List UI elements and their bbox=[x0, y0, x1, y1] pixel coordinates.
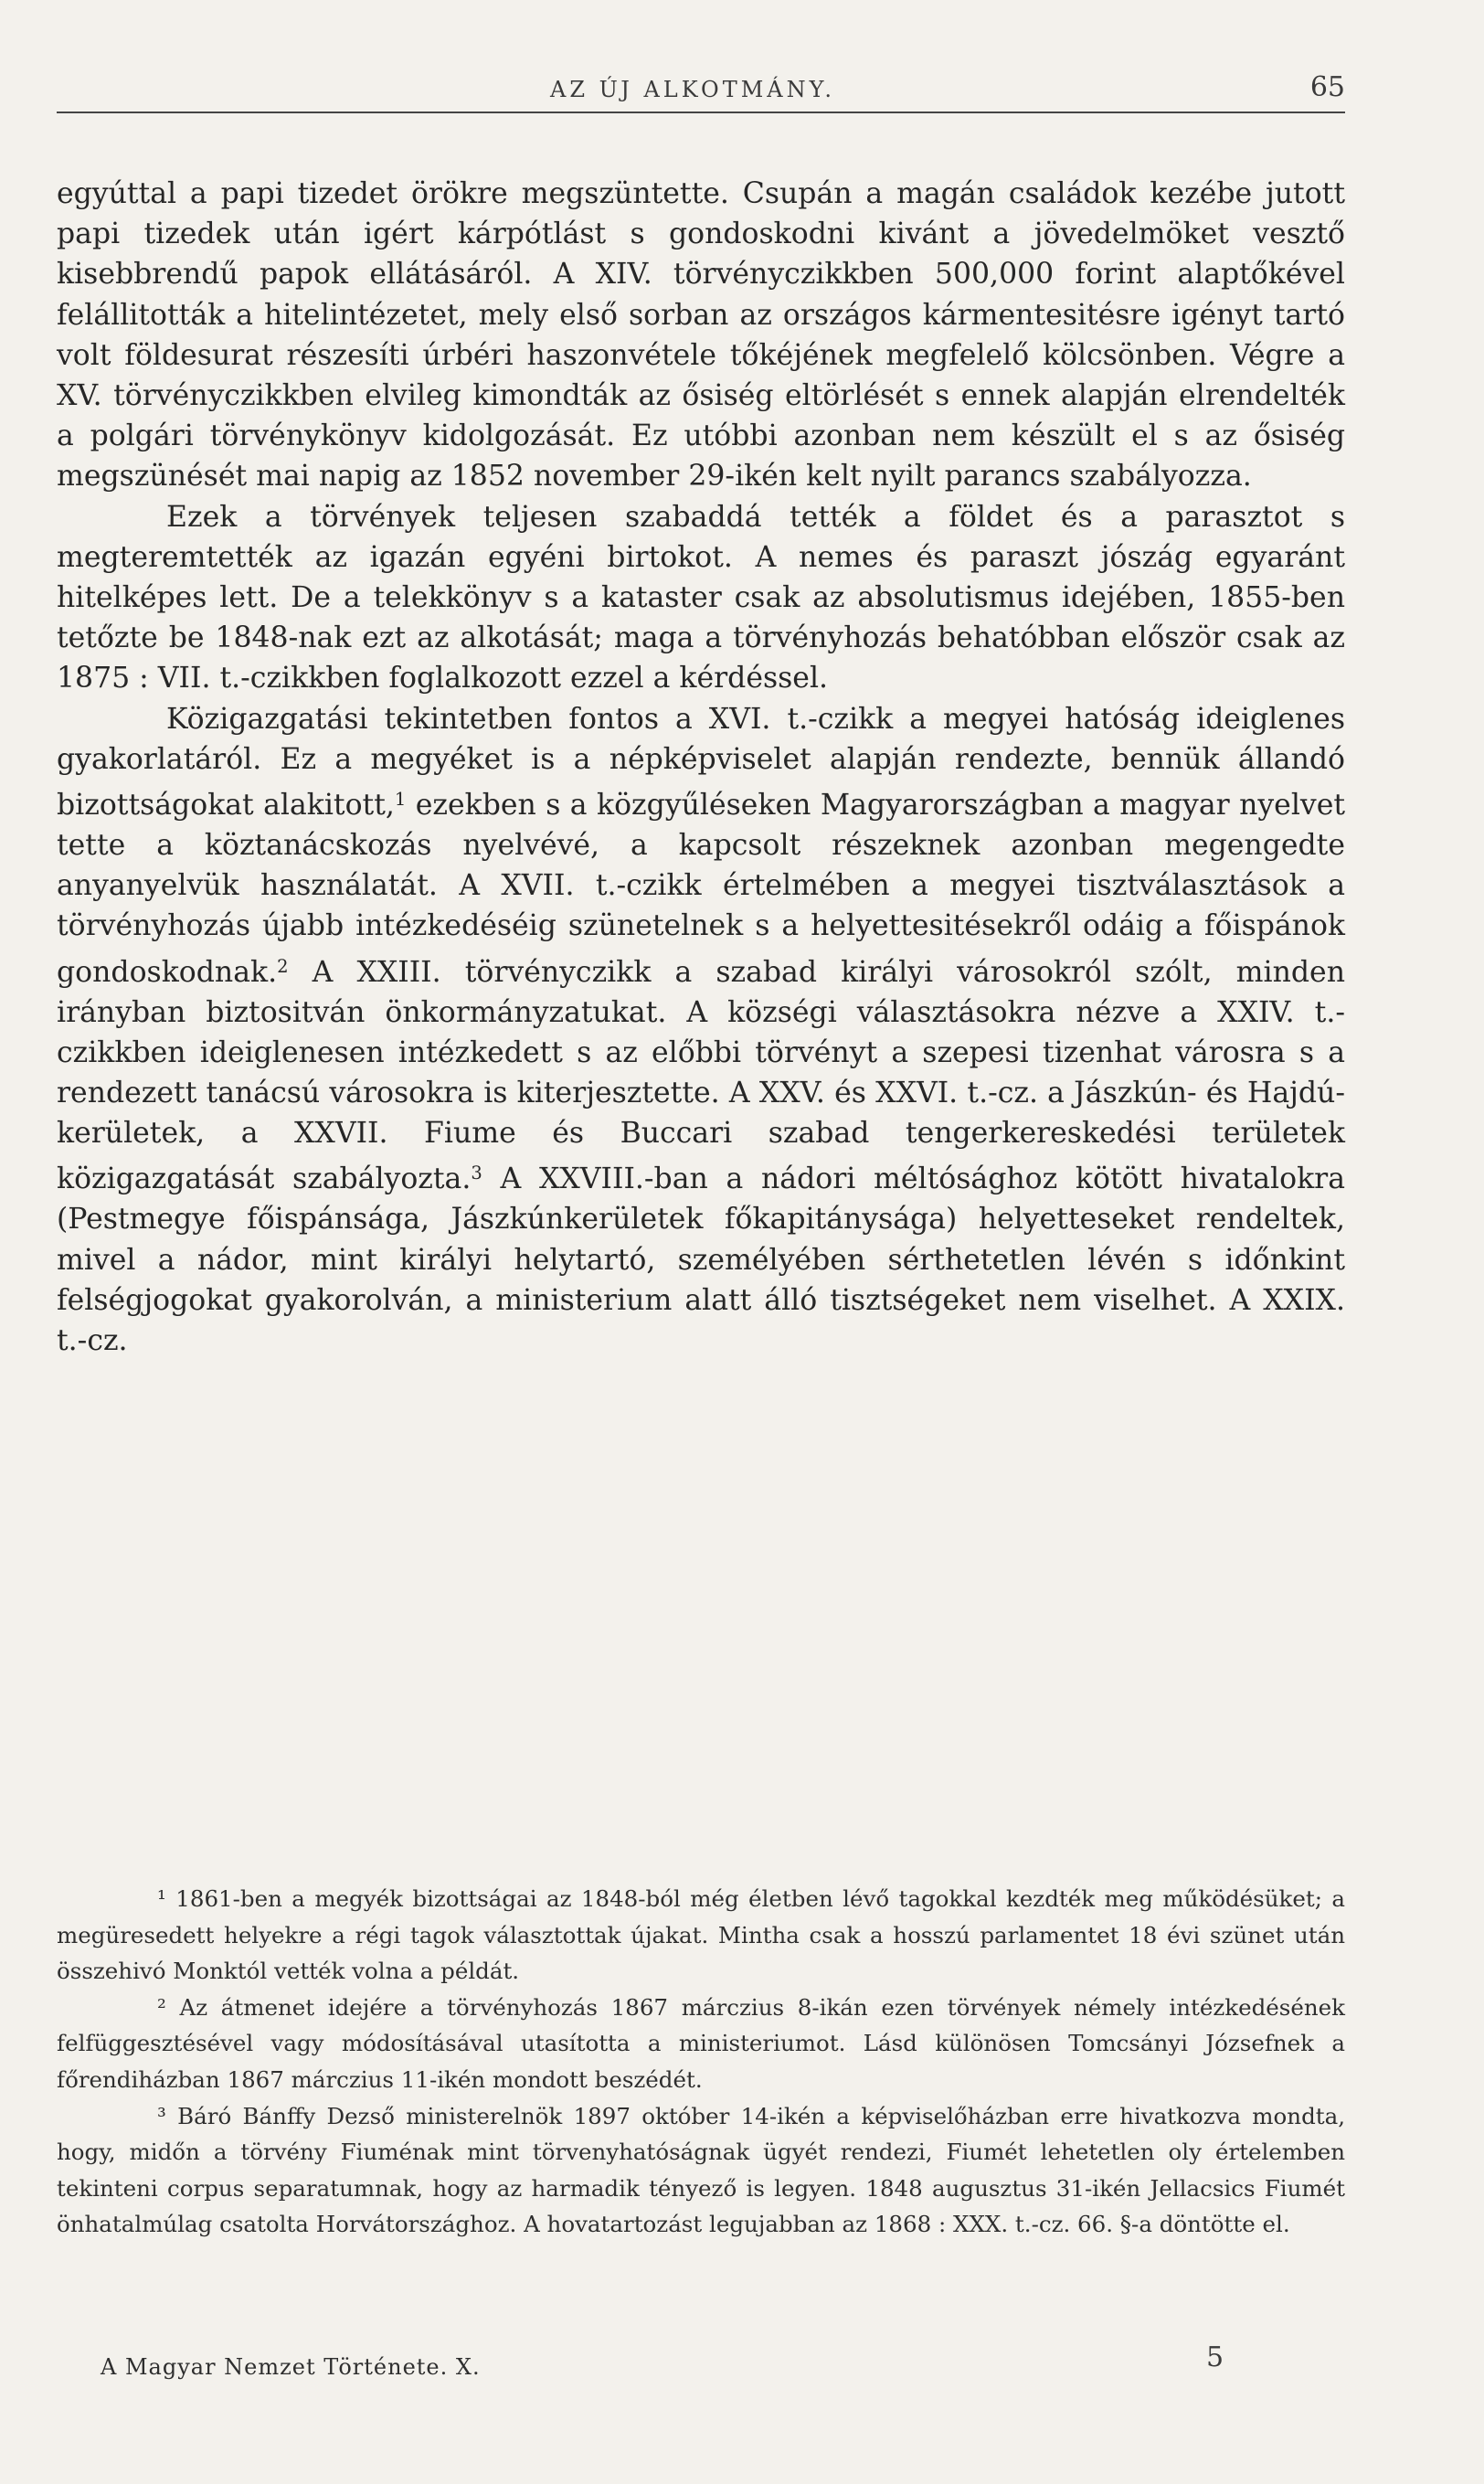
footnote-text: Báró Bánffy Dezső ministerelnök 1897 október 14-ikén a képviselőházban erre hivatkozva mondta, hogy, midőn a törvény Fiuménak mint törvenyhatóságnak ügyét rendezi, Fiumét lehetetlen oly értelemben tekinteni corpus separatumnak, hogy az harmadik tényező is legyen. 1848 augusztus 31-ikén Jellacsics Fiumét önhatalmúlag csatolta Horvátországhoz. A hovatartozást legujabban az 1868 : XXX. t.-cz. 66. §-a döntötte el. bbox=[57, 2102, 1345, 2238]
footnote-mark: ³ bbox=[157, 2102, 166, 2129]
text-run: A XXIII. törvényczikk a szabad királyi városokról szólt, minden irányban biztositván önkormányzatukat. A községi választásokra nézve a XXIV. t.-czikkben ideiglenesen intézkedett s az előbbi törvényt a szepesi tizenhat városra s a rendezett tanácsú városokra is kiterjesztette. A XXV. és XXVI. t.-cz. a Jászkún- és Hajdú-kerületek, a XXVII. Fiume és Buccari szabad tengerkereskedési területek közigazgatását szabályozta. bbox=[57, 955, 1345, 1196]
text-run: A XXVIII.-ban a nádori méltósághoz kötött hivatalokra (Pestmegye főispánsága, Jászkúnkerületek főkapitánysága) helyetteseket rendeltek, mivel a nádor, mint királyi helytartó, személyében sérthetetlen lévén s időnkint felségjogokat gyakorolván, a ministerium alatt álló tisztségeket nem viselhet. A XXIX. t.-cz. bbox=[57, 1162, 1345, 1357]
running-head bbox=[57, 71, 1345, 113]
footnote-mark: ² bbox=[157, 1993, 166, 2021]
page-number: 65 bbox=[1309, 71, 1345, 103]
paragraph bbox=[57, 699, 1345, 1362]
footnote-text: Az átmenet idejére a törvényhozás 1867 márczius 8-ikán ezen törvények némely intézkedésének felfüggesztésével vagy módosításával utasította a ministeriumot. Lásd különösen Tomcsányi Józsefnek a főrendiházban 1867 márczius 11-ikén mondott beszédét. bbox=[57, 1993, 1345, 2093]
footnotes bbox=[57, 1881, 1345, 2243]
footnote-text: 1861-ben a megyék bizottságai az 1848-ból még életben lévő tagokkal kezdték meg működésüket; a megüresedett helyekre a régi tagok választottak újakat. Mintha csak a hosszú parlamentet 18 évi szünet után összehivó Monktól vették volna a példát. bbox=[57, 1885, 1345, 1985]
text-run: egyúttal a papi tizedet örökre megszüntette. Csupán a magán családok kezébe jutott papi tizedek után igért kárpótlást s gondoskodni kivánt a jövedelmöket vesztő kisebbrendű papok ellátásáról. A XIV. törvényczikkben 500,000 forint alaptőkével felállitották a hitelintézetet, mely első sorban az országos kármentesitésre igényt tartó volt földesurat részesíti úrbéri haszonvétele tőkéjének megfelelő kölcsönben. Végre a XV. törvényczikkben elvileg kimondták az ősiség eltörlését s ennek alapján elrendelték a polgári törvénykönyv kidolgozását. Ez utóbbi azonban nem készült el s az ősiség megszünését mai napig az 1852 november 29-ikén kelt nyilt parancs szabályozza. bbox=[57, 177, 1345, 494]
footnote-mark: ¹ bbox=[157, 1885, 166, 1912]
footnote-reference: 3 bbox=[471, 1162, 482, 1184]
paragraph bbox=[57, 174, 1345, 497]
text-run: ezekben s a közgyűléseken Magyarországban a magyar nyelvet tette a köztanácskozás nyelvévé, a kapcsolt részeknek azonban megengedte anyanyelvük használatát. A XVII. t.-czikk értelmében a megyei tisztválasztások a törvényhozás újabb intézkedéséig szünetelnek s a helyettesitésekről odáig a főispánok gondoskodnak. bbox=[57, 788, 1345, 989]
footnote bbox=[57, 1990, 1345, 2098]
paragraph bbox=[57, 497, 1345, 699]
running-head-title: AZ ÚJ ALKOTMÁNY. bbox=[550, 77, 835, 102]
text-run: Közigazgatási tekintetben fontos a XVI. t.-czikk a megyei hatóság ideiglenes gyakorlatáról. Ez a megyéket is a népképviselet alapján rendezte, bennük állandó bizottságokat alakitott, bbox=[57, 702, 1345, 822]
footnote bbox=[57, 1881, 1345, 1990]
footnote bbox=[57, 2098, 1345, 2243]
footnote-reference: 1 bbox=[394, 789, 407, 811]
sheet-signature: A Magyar Nemzet Története. X. bbox=[101, 2354, 481, 2380]
sheet-number: 5 bbox=[1206, 2341, 1224, 2373]
main-text bbox=[57, 174, 1345, 1361]
text-run: Ezek a törvények teljesen szabaddá tették a földet és a parasztot s megteremtették az igazán egyéni birtokot. A nemes és paraszt jószág egyaránt hitelképes lett. De a telekkönyv s a kataster csak az absolutismus idejében, 1855-ben tetőzte be 1848-nak ezt az alkotását; maga a törvényhozás behatóbban először csak az 1875 : VII. t.-czikkben foglalkozott ezzel a kérdéssel. bbox=[57, 500, 1345, 695]
footnote-reference: 2 bbox=[277, 955, 289, 977]
